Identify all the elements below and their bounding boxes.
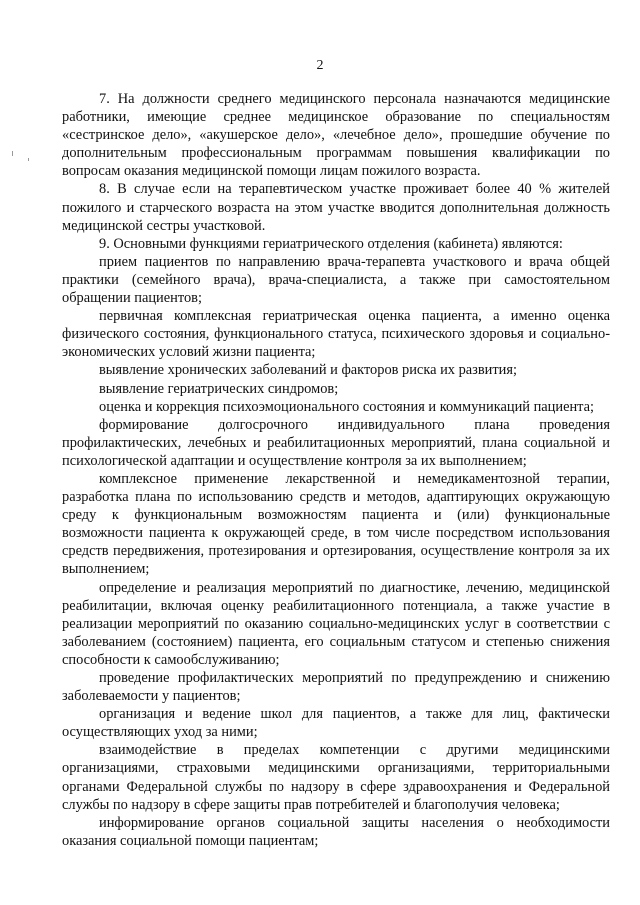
function-item: выявление хронических заболеваний и факторов риска их развития;	[99, 362, 517, 379]
scan-mark	[12, 151, 13, 156]
function-item: формирование долгосрочного индивидуального плана проведения профилактических, лечебных и реабилитационных мероприятий, плана социальной и психологической адаптации и осуществление контроля за их выполнением;	[62, 416, 610, 469]
function-item: информирование органов социальной защиты населения о необходимости оказания социальной помощи пациентам;	[62, 814, 610, 849]
function-item: организация и ведение школ для пациентов, а также для лиц, фактически осуществляющих уход за ними;	[62, 706, 610, 741]
paragraph-item-7: 7. На должности среднего медицинского персонала назначаются медицинские работники, имеющие среднее медицинское образование по специальностям «сестринское дело», «акушерское дело», «лечебное дело», прошедшие обучение по дополнительным профессиональным программам повышения квалификации по вопросам оказания медицинской помощи лицам пожилого возраста.	[62, 91, 610, 180]
function-item: комплексное применение лекарственной и немедикаментозной терапии, разработка плана по использованию средств и методов, адаптирующих окружающую среду к функциональным возможностям пациента и (или) функциональные возможности пациента к окружающей среде, в том числе посредством использования средств передвижения, протезирования и ортезирования, осуществление контроля за их выполнением;	[62, 470, 610, 578]
function-item: определение и реализация мероприятий по диагностике, лечению, медицинской реабилитации, включая оценку реабилитационного потенциала, а также участие в реализации мероприятий по оказанию социально-медицинских услуг в соответствии с заболеванием (состоянием) пациента, его социальным статусом и степенью снижения способности к самообслуживанию;	[62, 579, 610, 668]
paragraph-item-8: 8. В случае если на терапевтическом участке проживает более 40 % жителей пожилого и старческого возраста на этом участке вводится дополнительная должность медицинской сестры участковой.	[62, 181, 610, 234]
function-item: первичная комплексная гериатрическая оценка пациента, а именно оценка физического состояния, функционального статуса, психического здоровья и социально-экономических условий жизни пациента;	[62, 308, 610, 361]
function-item: выявление гериатрических синдромов;	[99, 380, 339, 397]
function-item: прием пациентов по направлению врача-терапевта участкового и врача общей практики (семейного врача), врача-специалиста, а также при самостоятельном обращении пациентов;	[62, 253, 610, 307]
function-item: проведение профилактических мероприятий по предупреждению и снижению заболеваемости у пациентов;	[62, 670, 610, 705]
scan-mark	[28, 158, 29, 161]
page-number: 2	[316, 58, 324, 73]
paragraph-item-9-heading: 9. Основными функциями гериатрического отделения (кабинета) являются:	[99, 235, 563, 252]
function-item: взаимодействие в пределах компетенции с другими медицинскими организациями, страховыми медицинскими организациями, территориальными органами Федеральной службы по надзору в сфере здравоохранения и Федеральной службы по надзору в сфере защиты прав потребителей и благополучия человека;	[62, 742, 610, 813]
function-item: оценка и коррекция психоэмоционального состояния и коммуникаций пациента;	[99, 398, 595, 415]
document-body	[62, 90, 610, 850]
